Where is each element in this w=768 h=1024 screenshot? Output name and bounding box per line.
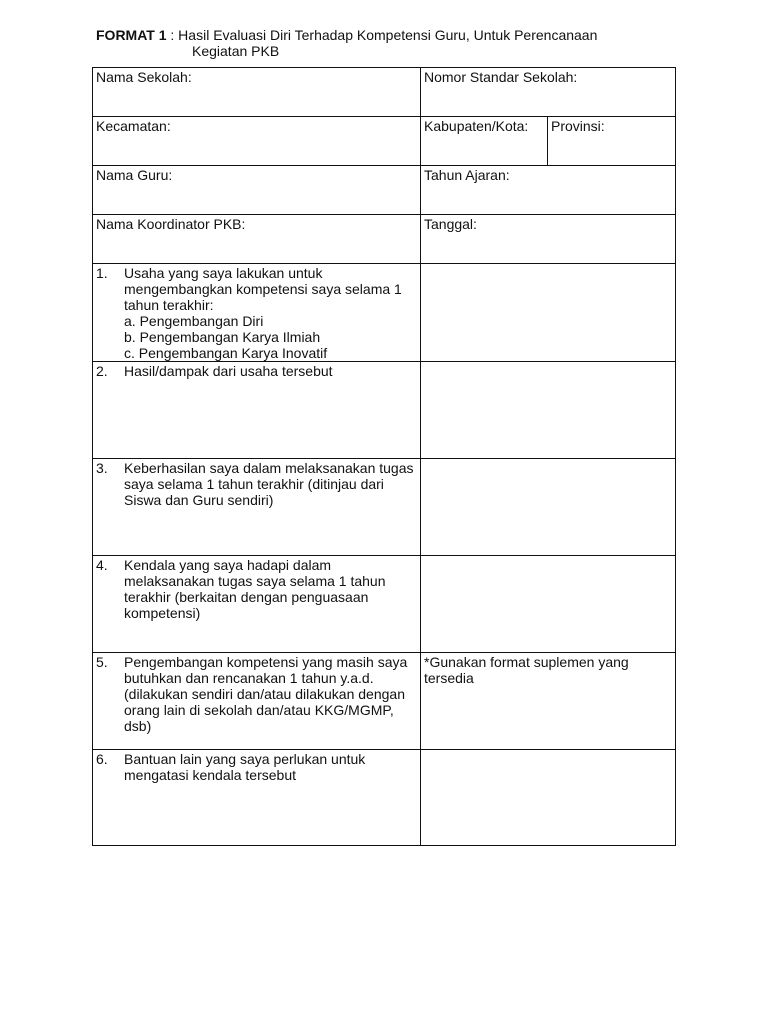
form-title-line2: Kegiatan PKB [192,43,280,59]
nomor-standar-field[interactable] [421,68,676,117]
question-row-6 [93,750,676,846]
question-text: Kendala yang saya hadapi dalam melaksanakan tugas saya selama 1 tahun terakhir (berkaitan dengan penguasaan kompetensi) [124,557,386,621]
question-text: Usaha yang saya lakukan untuk mengembangkan kompetensi saya selama 1 tahun terakhir: [124,265,402,313]
tanggal-field[interactable] [421,215,676,264]
question-cell [93,556,421,653]
question-row-4 [93,556,676,653]
question-number: 3. [96,460,108,476]
answer-cell[interactable] [421,556,676,653]
format-label: FORMAT 1 [96,27,167,43]
question-cell [93,750,421,846]
question-cell [93,653,421,750]
table-row [93,215,676,264]
question-number: 6. [96,751,108,767]
question-cell [93,264,421,362]
question-number: 5. [96,654,108,670]
question-row-2 [93,362,676,459]
question-text: Hasil/dampak dari usaha tersebut [124,363,333,379]
tanggal-label: Tanggal: [424,216,477,232]
kabupaten-label: Kabupaten/Kota: [424,118,529,134]
question-text: Keberhasilan saya dalam melaksanakan tugas saya selama 1 tahun terakhir (ditinjau dari Siswa dan Guru sendiri) [124,460,414,508]
form-heading [96,27,716,59]
nomor-standar-label: Nomor Standar Sekolah: [424,69,578,85]
form-title: : Hasil Evaluasi Diri Terhadap Kompetensi Guru, Untuk Perencanaan [166,27,598,43]
supplement-note: *Gunakan format suplemen yang tersedia [424,654,629,686]
question-text: Bantuan lain yang saya perlukan untuk mengatasi kendala tersebut [124,751,366,783]
nama-guru-label: Nama Guru: [96,167,173,183]
question-text: Pengembangan kompetensi yang masih saya butuhkan dan rencanakan 1 tahun y.a.d. (dilakukan sendiri dan/atau dilakukan dengan orang lain di sekolah dan/atau KKG/MGMP, dsb) [124,654,408,734]
nama-sekolah-label: Nama Sekolah: [96,69,192,85]
evaluation-form-table [92,67,676,846]
tahun-ajaran-field[interactable] [421,166,676,215]
question-row-1 [93,264,676,362]
tahun-ajaran-label: Tahun Ajaran: [424,167,510,183]
nama-koordinator-label: Nama Koordinator PKB: [96,216,246,232]
question-number: 4. [96,557,108,573]
kecamatan-field[interactable] [93,117,421,166]
sub-item: b. Pengembangan Karya Ilmiah [124,329,321,345]
nama-sekolah-field[interactable] [93,68,421,117]
question-cell [93,459,421,556]
answer-cell[interactable] [421,264,676,362]
sub-item: a. Pengembangan Diri [124,313,264,329]
provinsi-label: Provinsi: [551,118,605,134]
question-number: 1. [96,265,108,281]
question-row-5 [93,653,676,750]
answer-cell[interactable] [421,653,676,750]
provinsi-field[interactable] [548,117,676,166]
nama-guru-field[interactable] [93,166,421,215]
table-row [93,166,676,215]
nama-koordinator-field[interactable] [93,215,421,264]
question-row-3 [93,459,676,556]
table-row [93,68,676,117]
answer-cell[interactable] [421,362,676,459]
question-cell [93,362,421,459]
kecamatan-label: Kecamatan: [96,118,171,134]
question-number: 2. [96,363,108,379]
answer-cell[interactable] [421,459,676,556]
sub-item: c. Pengembangan Karya Inovatif [124,345,328,361]
kabupaten-field[interactable] [421,117,548,166]
answer-cell[interactable] [421,750,676,846]
table-row [93,117,676,166]
